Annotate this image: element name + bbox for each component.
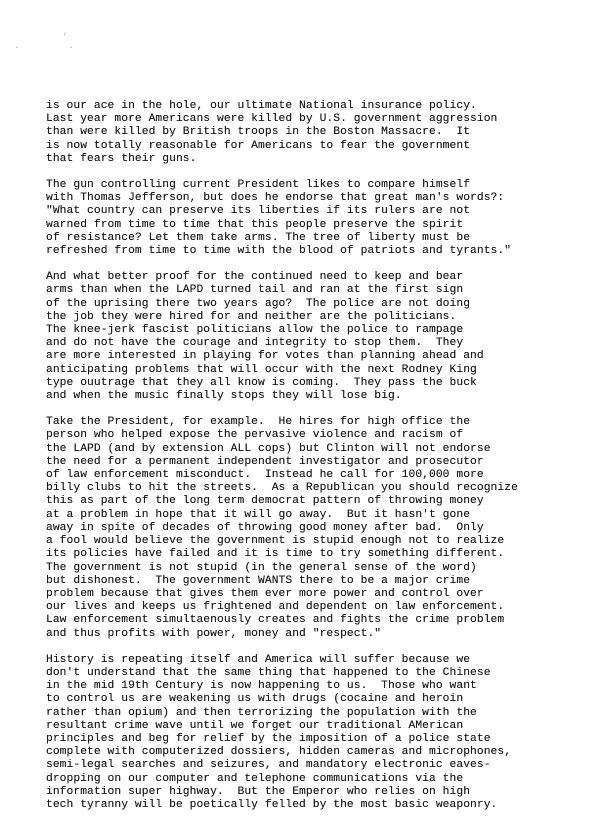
text-line: of law enforcement misconduct. Instead he call for 100,000 more [46, 469, 484, 482]
text-line: away in spite of decades of throwing good money after bad. Only [46, 521, 484, 534]
text-line: semi-legal searches and seizures, and mandatory electronic eaves- [46, 759, 491, 772]
text-line: arms than when the LAPD turned tail and ran at the first sign [46, 284, 464, 297]
text-line: and do not have the courage and integrity to stop them. They [46, 337, 464, 350]
text-line: Law enforcement simultaenously creates and fights the crime problem [46, 614, 505, 627]
text-line: our lives and keeps us frightened and dependent on law enforcement. [46, 601, 505, 614]
text-line: at a problem in hope that it will go away. But it hasn't gone [46, 508, 471, 521]
scan-speck: · [14, 43, 21, 54]
text-line: And what better proof for the continued need to keep and bear [46, 271, 464, 284]
text-line: this as part of the long term democrat pattern of throwing money [46, 495, 484, 508]
text-line: that fears their guns. [46, 152, 197, 165]
text-line: with Thomas Jefferson, but does he endorse that great man's words?: [46, 192, 505, 205]
text-line: The gun controlling current President likes to compare himself [46, 179, 471, 192]
paragraph [46, 179, 572, 258]
text-line: than were killed by British troops in the Boston Massacre. It [46, 126, 471, 139]
text-line: is our ace in the hole, our ultimate National insurance policy. [46, 100, 477, 112]
text-line: problem because that gives them ever more power and control over [46, 587, 484, 600]
text-line: is now totally reasonable for Americans to fear the government [46, 139, 471, 152]
text-line: the LAPD (and by extension ALL cops) but Clinton will not endorse [46, 442, 491, 455]
text-line: refreshed from time to time with the blood of patriots and tyrants." [46, 245, 512, 258]
paragraph [46, 416, 572, 640]
text-line: information super highway. But the Emperor who relies on high [46, 785, 471, 798]
scan-speck: ’ [62, 33, 69, 44]
text-line: History is repeating itself and America will suffer because we [46, 653, 471, 666]
text-line: dropping on our computer and telephone communications via the [46, 772, 464, 785]
text-line: of the uprising there two years ago? The police are not doing [46, 297, 471, 310]
text-line: Take the President, for example. He hires for high office the [46, 416, 471, 429]
text-line: resultant crime wave until we forget our traditional AMerican [46, 719, 464, 732]
text-line: and when the music finally stops they will lose big. [46, 390, 402, 403]
text-line: person who helped expose the pervasive violence and racism of [46, 429, 464, 442]
text-line: the job they were hired for and neither are the politicians. [46, 310, 457, 323]
text-line: The government is not stupid (in the general sense of the word) [46, 561, 477, 574]
text-line: the need for a permanent independent investigator and prosecutor [46, 455, 484, 468]
document-body [46, 100, 572, 825]
text-line: in the mid 19th Century is now happening to us. Those who want [46, 680, 477, 693]
paragraph [46, 271, 572, 403]
text-line: tech tyranny will be poetically felled by the most basic weaponry. [46, 798, 498, 811]
text-line: don't understand that the same thing that happened to the Chinese [46, 666, 491, 679]
text-line: type ouutrage that they all know is coming. They pass the buck [46, 376, 477, 389]
text-line: "What country can preserve its liberties if its rulers are not [46, 205, 471, 218]
paragraph [46, 100, 572, 166]
text-line: its policies have failed and it is time to try something different. [46, 548, 505, 561]
text-line: are more interested in playing for votes than planning ahead and [46, 350, 484, 363]
text-line: warned from time to time that this people preserve the spirit [46, 218, 464, 231]
text-line: and thus profits with power, money and "respect." [46, 627, 382, 640]
text-line: principles and beg for relief by the imposition of a police state [46, 732, 491, 745]
text-line: a fool would believe the government is stupid enough not to realize [46, 535, 505, 548]
text-line: of resistance? Let them take arms. The tree of liberty must be [46, 231, 471, 244]
scan-speck: · [68, 43, 75, 54]
text-line: billy clubs to hit the streets. As a Republican you should recognize [46, 482, 518, 495]
text-line: to control us are weakening us with drugs (cocaine and heroin [46, 693, 464, 706]
text-line: anticipating problems that will occur with the next Rodney King [46, 363, 477, 376]
text-line: The knee-jerk fascist politicians allow the police to rampage [46, 324, 464, 337]
text-line: Last year more Americans were killed by U.S. government aggression [46, 113, 498, 126]
text-line: complete with computerized dossiers, hidden cameras and microphones, [46, 746, 512, 759]
paragraph [46, 654, 572, 812]
text-line: but dishonest. The government WANTS there to be a major crime [46, 574, 471, 587]
text-line: rather than opium) and then terrorizing the population with the [46, 706, 477, 719]
